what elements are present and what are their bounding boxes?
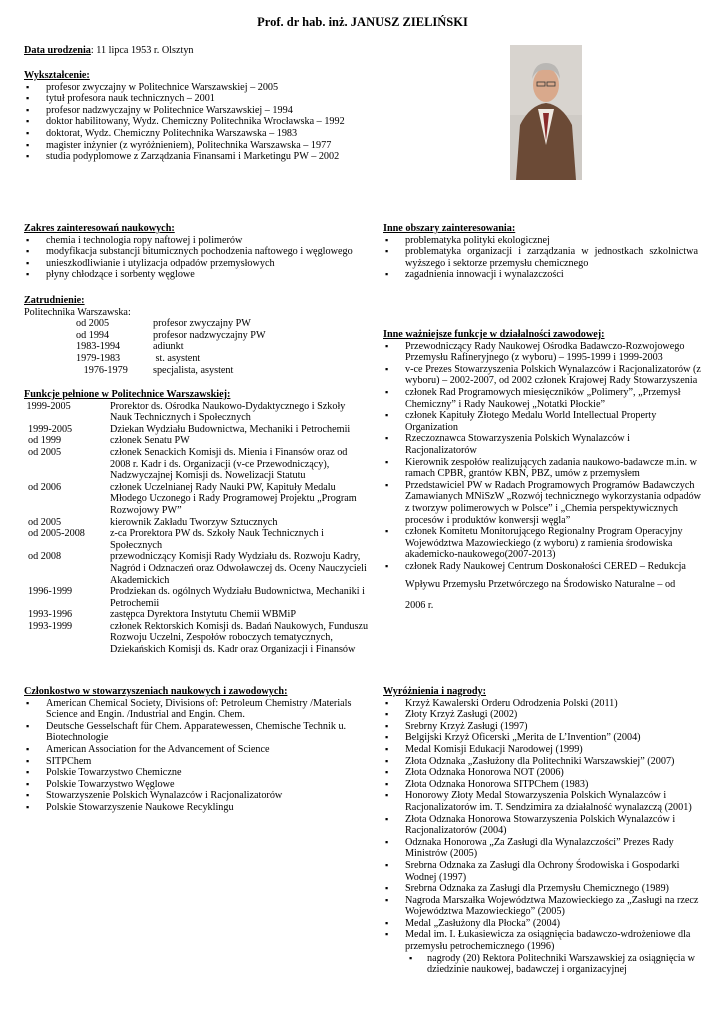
- table-row: [24, 401, 369, 424]
- function-period: od 2005: [28, 446, 62, 458]
- function-desc: Dziekan Wydziału Budownictwa, Mechaniki i Petrochemii: [110, 423, 351, 435]
- research-heading: Zakres zainteresowań naukowych:: [24, 223, 175, 234]
- list-item: ▪ doktor habilitowany, Wydz. Chemiczny Politechnika Wrocławska – 1992: [24, 116, 494, 128]
- table-row: [24, 528, 369, 551]
- table-row: [24, 482, 369, 517]
- function-desc: członek Uczelnianej Rady Nauki PW, Kapituły Medalu Młodego Uczonego i Rady Programowej Projektu „Program Rozwojowy PW”: [110, 481, 357, 516]
- function-period: od 2006: [28, 481, 62, 493]
- list-item: ▪ doktorat, Wydz. Chemiczny Politechnika Warszawska – 1983: [24, 128, 494, 140]
- function-desc: zastępca Dyrektora Instytutu Chemii WBMiP: [110, 609, 296, 621]
- other-functions-heading: Inne ważniejsze funkcje w działalności zawodowej:: [383, 329, 605, 340]
- list-item: ▪ zagadnienia innowacji i wynalazczości: [383, 269, 698, 281]
- list-item: ▪ profesor zwyczajny w Politechnice Warszawskiej – 2005: [24, 82, 494, 94]
- employment-table: [76, 318, 266, 376]
- table-row: [76, 330, 266, 342]
- list-item: ▪ Złota Odznaka Honorowa SITPChem (1983): [383, 779, 705, 791]
- table-row: [76, 365, 266, 377]
- list-item: ▪ SITPChem: [24, 756, 364, 768]
- list-item: ▪ Stowarzyszenie Polskich Wynalazców i Racjonalizatorów: [24, 790, 364, 802]
- other-interests-heading: Inne obszary zainteresowania:: [383, 223, 516, 234]
- table-row: [24, 586, 369, 609]
- birth-line: [24, 45, 194, 57]
- list-item: ▪ unieszkodliwianie i utylizacja odpadów przemysłowych: [24, 258, 374, 270]
- function-period: 1999-2005: [24, 400, 71, 412]
- employment-heading: Zatrudnienie:: [24, 295, 85, 306]
- list-item: ▪ członek Rad Programowych miesięczników „Polimery”, „Przemysł Chemiczny” i Rady Naukowej „Notatki Płockie”: [383, 387, 703, 410]
- awards-heading: Wyróżnienia i nagrody:: [383, 686, 487, 697]
- function-desc: członek Senatu PW: [110, 435, 190, 447]
- list-item: ▪ członek Komitetu Monitorującego Regionalny Program Operacyjny Województwa Mazowieckiego (z wyboru) z ramienia środowiska akademicko-naukowego(2007-2013): [383, 526, 703, 561]
- list-item: ▪ magister inżynier (z wyróżnieniem), Politechnika Warszawska – 1977: [24, 140, 494, 152]
- list-item: ▪ Złota Odznaka „Zasłużony dla Politechniki Warszawskiej” (2007): [383, 756, 705, 768]
- employment-period: 1979-1983: [76, 352, 121, 364]
- education-list: [24, 82, 494, 163]
- list-item: ▪ problematyka polityki ekologicznej: [383, 235, 698, 247]
- employment-period: 1976-1979: [76, 364, 128, 376]
- list-item: ▪ Polskie Towarzystwo Chemiczne: [24, 767, 364, 779]
- other-interests-section: [383, 223, 698, 281]
- membership-section: [24, 686, 364, 814]
- list-item: ▪ Medal „Zasłużony dla Płocka” (2004): [383, 918, 705, 930]
- awards-sublist: [407, 953, 705, 976]
- list-item: ▪ Kierownik zespołów realizujących zadania naukowo-badawcze m.in. w ramach CPBR, grantów KBN, PBZ, umów z przemysłem: [383, 457, 703, 480]
- list-item: ▪ v-ce Prezes Stowarzyszenia Polskich Wynalazców i Racjonalizatorów (z wyboru) – 2002-2007, od 2002 członek Krajowej Rady Stowarzyszenia: [383, 364, 703, 387]
- function-desc: Prorektor ds. Ośrodka Naukowo-Dydaktycznego i Szkoły Nauk Technicznych i Społecznych: [110, 400, 346, 424]
- list-item: ▪ Złoty Krzyż Zasługi (2002): [383, 709, 705, 721]
- function-desc: kierownik Zakładu Tworzyw Sztucznych: [110, 516, 278, 528]
- list-item: ▪ nagrody (20) Rektora Politechniki Warszawskiej za osiągnięcia w dziedzinie naukowej, badawczej i organizacyjnej: [407, 953, 705, 976]
- employment-role: profesor nadzwyczajny PW: [153, 329, 266, 341]
- table-row: [76, 353, 266, 365]
- list-item: ▪ Medal im. I. Łukasiewicza za osiągnięcia badawczo-wdrożeniowe dla przemysłu petrochemicznego (1996): [383, 929, 705, 952]
- employment-period: od 1994: [76, 329, 110, 341]
- list-item: ▪ Polskie Stowarzyszenie Naukowe Recyklingu: [24, 802, 364, 814]
- research-section: [24, 223, 374, 281]
- list-item: ▪ Srebrna Odznaka za Zasługi dla Przemysłu Chemicznego (1989): [383, 883, 705, 895]
- function-period: od 1999: [28, 435, 62, 447]
- list-item: ▪ Odznaka Honorowa „Za Zasługi dla Wynalazczości” Prezes Rady Ministrów (2005): [383, 837, 705, 860]
- page-title: Prof. dr hab. inż. JANUSZ ZIELIŃSKI: [257, 15, 468, 29]
- function-period: 1993-1999: [28, 620, 73, 632]
- other-functions-section: [383, 329, 703, 612]
- awards-section: [383, 686, 705, 976]
- list-item: ▪ płyny chłodzące i sorbenty węglowe: [24, 269, 374, 281]
- other-functions-list: [383, 341, 703, 573]
- function-period: od 2008: [28, 551, 62, 563]
- functions-table: [24, 401, 369, 656]
- function-desc: członek Senackich Komisji ds. Mienia i Finansów oraz od 2008 r. Kadr i ds. Organizacji (v-ce Przewodniczący), Nadzwyczajnej Komisji ds. Nowelizacji Statutu: [110, 446, 348, 482]
- list-item: ▪ Przewodniczący Rady Naukowej Ośrodka Badawczo-Rozwojowego Przemysłu Rafineryjnego (z wyboru) – 1995-1999 i 1999-2003: [383, 341, 703, 364]
- education-section: [24, 70, 494, 163]
- list-item: ▪ Deutsche Gesselschaft für Chem. Apparatewessen, Chemische Technik u. Biotechnologie: [24, 721, 364, 744]
- list-item: ▪ problematyka organizacji i zarządzania w jednostkach szkolnictwa wyższego i sektorze przemysłu chemicznego: [383, 246, 698, 269]
- list-item: ▪ Srebrny Krzyż Zasługi (1997): [383, 721, 705, 733]
- table-row: [24, 551, 369, 586]
- awards-list: [383, 698, 705, 953]
- function-period: 1996-1999: [28, 586, 73, 598]
- birth-label: Data urodzenia: [24, 45, 91, 56]
- list-item: ▪ Honorowy Złoty Medal Stowarzyszenia Polskich Wynalazców i Racjonalizatorów im. T. Sendzimira za działalność wynalazczą (2001): [383, 790, 705, 813]
- list-item: ▪ American Association for the Advancement of Science: [24, 744, 364, 756]
- employment-period: 1983-1994: [76, 341, 121, 353]
- employment-section: [24, 295, 364, 376]
- list-item: ▪ American Chemical Society, Divisions of: Petroleum Chemistry /Materials Science and Engin. /Industrial and Engin. Chem.: [24, 698, 364, 721]
- education-heading: Wykształcenie:: [24, 70, 90, 81]
- list-item: ▪ profesor nadzwyczajny w Politechnice Warszawskiej – 1994: [24, 105, 494, 117]
- employment-period: od 2005: [76, 318, 110, 330]
- membership-heading: Członkostwo w stowarzyszeniach naukowych i zawodowych:: [24, 686, 288, 697]
- function-period: 1999-2005: [28, 423, 73, 435]
- list-item: ▪ Nagroda Marszałka Województwa Mazowieckiego za „Zasługi na rzecz Województwa Mazowieckiego” (2005): [383, 895, 705, 918]
- table-row: [24, 517, 369, 529]
- table-row: [24, 435, 369, 447]
- other-functions-tail-2: 2006 r.: [405, 600, 434, 612]
- birth-value: : 11 lipca 1953 r. Olsztyn: [90, 45, 194, 56]
- table-row: [24, 424, 369, 436]
- employment-role: profesor zwyczajny PW: [153, 318, 251, 330]
- research-list: [24, 235, 374, 281]
- list-item: ▪ Srebrna Odznaka za Zasługi dla Ochrony Środowiska i Gospodarki Wodnej (1997): [383, 860, 705, 883]
- table-row: [24, 609, 369, 621]
- function-period: od 2005: [28, 516, 62, 528]
- function-period: 1993-1996: [28, 609, 73, 621]
- list-item: ▪ chemia i technologia ropy naftowej i polimerów: [24, 235, 374, 247]
- list-item: ▪ Rzeczoznawca Stowarzyszenia Polskich Wynalazców i Racjonalizatorów: [383, 433, 703, 456]
- portrait-photo: [510, 45, 582, 180]
- function-period: od 2005-2008: [28, 528, 85, 540]
- function-desc: z-ca Prorektora PW ds. Szkoły Nauk Technicznych i Społecznych: [110, 528, 324, 551]
- function-desc: członek Rektorskich Komisji ds. Badań Naukowych, Funduszu Rozwoju Uczelni, Zespołów roboczych tematycznych, Dziekańskich Komisji ds. Kadr oraz Organizacji i Finansów: [110, 620, 369, 656]
- employment-role: adiunkt: [153, 341, 184, 353]
- table-row: [76, 341, 266, 353]
- employment-place: Politechnika Warszawska:: [24, 306, 131, 318]
- list-item: ▪ członek Rady Naukowej Centrum Doskonałości CERED – Redukcja: [383, 561, 703, 573]
- list-item: ▪ Medal Komisji Edukacji Narodowej (1999): [383, 744, 705, 756]
- membership-list: [24, 698, 364, 814]
- other-functions-tail-1: Wpływu Przemysłu Przetwórczego na Środowisko Naturalne – od: [405, 579, 676, 591]
- employment-role: specjalista, asystent: [153, 364, 234, 376]
- list-item: ▪ członek Kapituły Złotego Medalu World Intellectual Property Organization: [383, 410, 703, 433]
- list-item: ▪ modyfikacja substancji bitumicznych pochodzenia naftowego i węglowego: [24, 246, 374, 258]
- table-row: [24, 447, 369, 482]
- list-item: ▪ Złota Odznaka Honorowa NOT (2006): [383, 767, 705, 779]
- list-item: ▪ Belgijski Krzyż Oficerski „Merita de L’Invention” (2004): [383, 732, 705, 744]
- list-item: ▪ studia podyplomowe z Zarządzania Finansami i Marketingu PW – 2002: [24, 151, 494, 163]
- functions-heading: Funkcje pełnione w Politechnice Warszawskiej:: [24, 389, 231, 400]
- list-item: ▪ Przedstawiciel PW w Radach Programowych Programów Badawczych Zamawianych MNiSzW „Rozwój technicznego wykorzystania odpadów z tworzyw polimerowych w Polsce” i „Chemia perspektywicznych procesów i produktów konwersji węgla”: [383, 480, 703, 526]
- list-item: ▪ tytuł profesora nauk technicznych – 2001: [24, 93, 494, 105]
- functions-section: [24, 389, 369, 656]
- list-item: ▪ Krzyż Kawalerski Orderu Odrodzenia Polski (2011): [383, 698, 705, 710]
- list-item: ▪ Polskie Towarzystwo Węglowe: [24, 779, 364, 791]
- other-interests-list: [383, 235, 698, 281]
- table-row: [24, 621, 369, 656]
- employment-role: st. asystent: [153, 352, 201, 364]
- table-row: [76, 318, 266, 330]
- function-desc: przewodniczący Komisji Rady Wydziału ds. Rozwoju Kadry, Nagród i Odznaczeń oraz Odwoławczej ds. Oceny Nauczycieli Akademickich: [110, 551, 367, 586]
- function-desc: Prodziekan ds. ogólnych Wydziału Budownictwa, Mechaniki i Petrochemii: [110, 586, 365, 609]
- list-item: ▪ Złota Odznaka Honorowa Stowarzyszenia Polskich Wynalazców i Racjonalizatorów (2004): [383, 814, 705, 837]
